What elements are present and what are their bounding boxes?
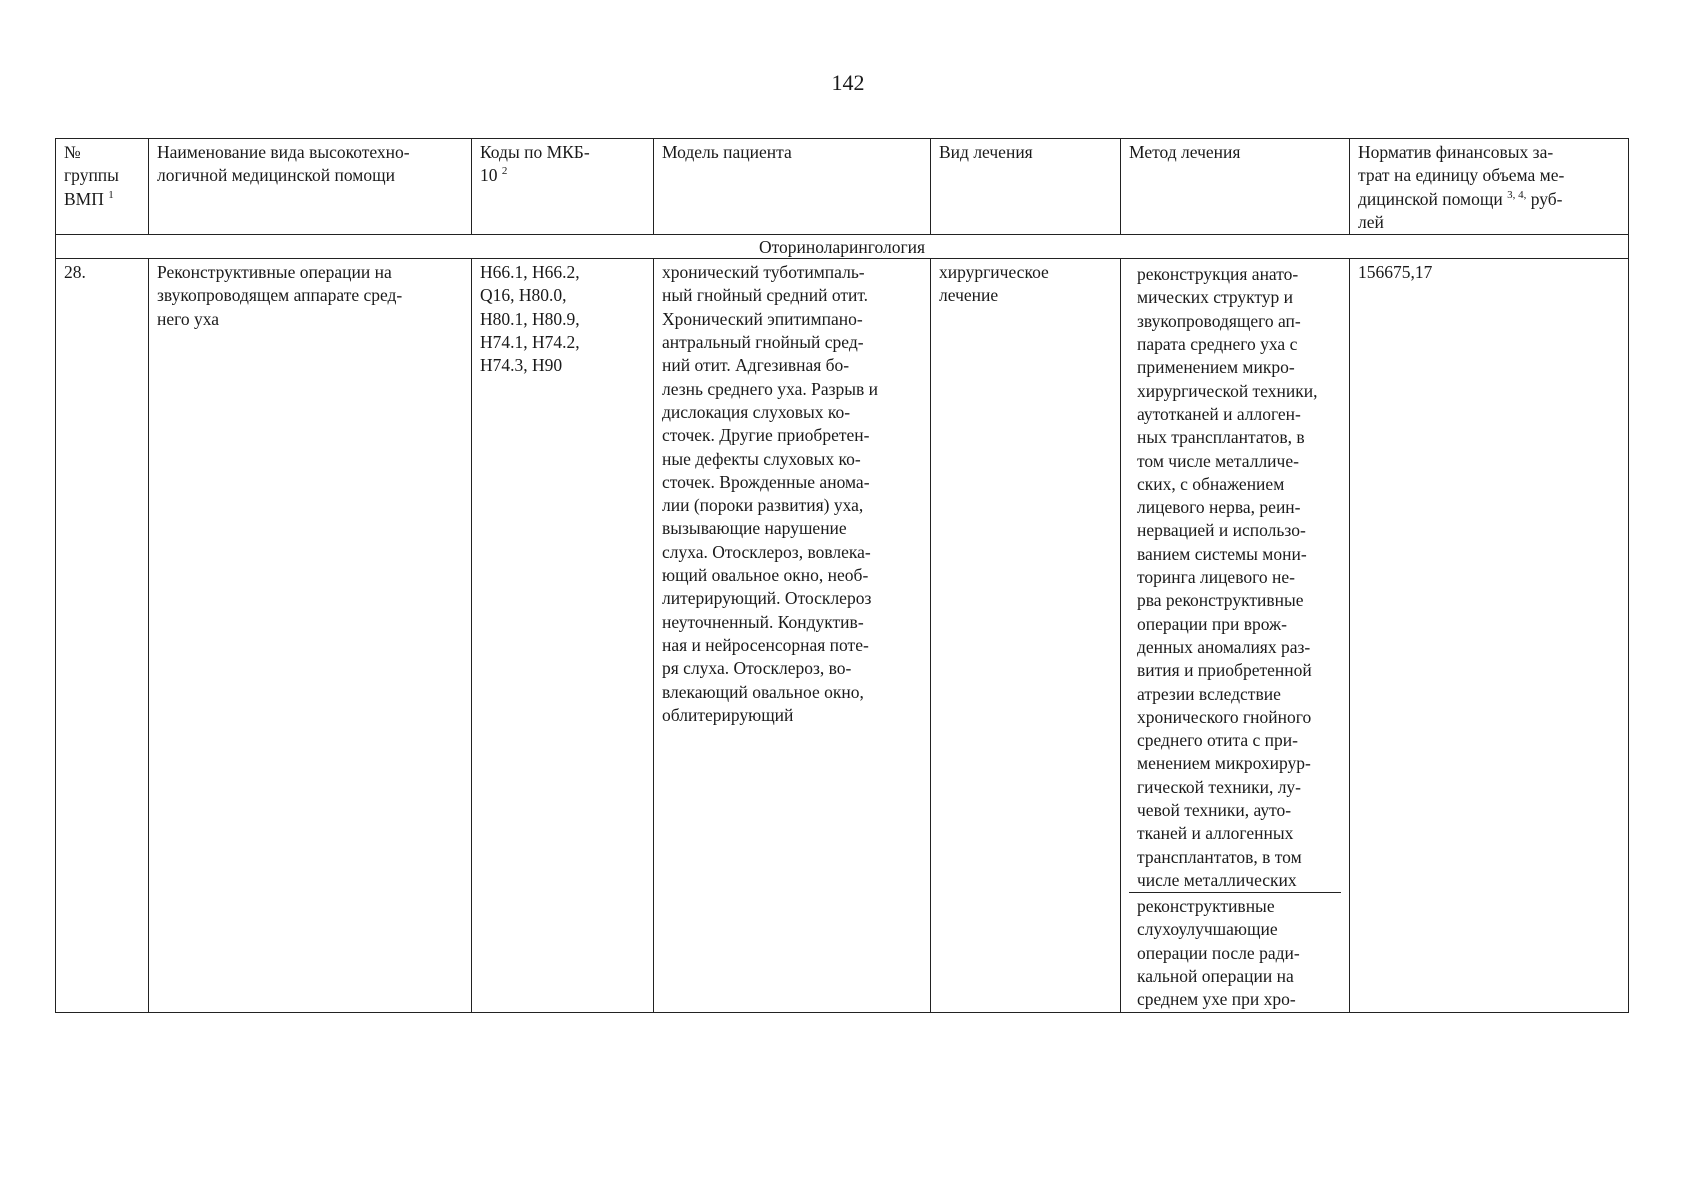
- header-group-number: № группы ВМП $^1$: [56, 139, 149, 235]
- header-icd-codes: Коды по МКБ- 10 $^2$: [472, 139, 654, 235]
- page-number: 142: [831, 70, 865, 95]
- vmp-table: [55, 138, 1629, 1013]
- row-treatment-method: [1121, 259, 1350, 1012]
- row-care-type-name: Реконструктивные операции на звукопроводящем аппарате сред- него уха: [149, 259, 472, 1012]
- section-title: Оториноларингология: [56, 235, 1629, 259]
- table-header-row: [56, 139, 1629, 235]
- header-treatment-method: Метод лечения: [1121, 139, 1350, 235]
- header-financial-norm: Норматив финансовых за- трат на единицу объема ме- дицинской помощи $^{3, 4,}$ руб- лей: [1350, 139, 1629, 235]
- row-number: 28.: [56, 259, 149, 1012]
- row-icd-codes: H66.1, H66.2, Q16, H80.0, H80.1, H80.9, H74.1, H74.2, H74.3, H90: [472, 259, 654, 1012]
- table-row: [56, 259, 1629, 1012]
- section-row: [56, 235, 1629, 259]
- header-treatment-type: Вид лечения: [931, 139, 1121, 235]
- header-care-type-name: Наименование вида высокотехно- логичной медицинской помощи: [149, 139, 472, 235]
- treatment-method-2: реконструктивные слухоулучшающие операции после ради- кальной операции на среднем ухе при хро-: [1137, 896, 1300, 1010]
- treatment-method-1: реконструкция анато- мических структур и звукопроводящего ап- парата среднего уха с применением микро- хирургической техники, аутотканей и аллоген- ных трансплантатов, в том числе металличе- ских, с обнажением лицевого нерва, реин- нервацией и использо- ванием системы мони- торинга лицевого не- рва реконструктивные операции при врож- денных аномалиях раз- вития и приобретенной атрезии вследствие хронического гнойного среднего отита с при- менением микрохирур- гической техники, лу- чевой техники, ауто- тканей и аллогенных трансплантатов, в том числе металлических: [1129, 261, 1341, 893]
- row-financial-norm: 156675,17: [1350, 259, 1629, 1012]
- header-patient-model: Модель пациента: [654, 139, 931, 235]
- row-patient-model: хронический туботимпаль- ный гнойный средний отит. Хронический эпитимпано- антральный гнойный сред- ний отит. Адгезивная бо- лезнь среднего уха. Разрыв и дислокация слуховых ко- сточек. Другие приобретен- ные дефекты слуховых ко- сточек. Врожденные анома- лии (пороки развития) уха, вызывающие нарушение слуха. Отосклероз, вовлека- ющий овальное окно, необ- литерирующий. Отосклероз неуточненный. Кондуктив- ная и нейросенсорная поте- ря слуха. Отосклероз, во- влекающий овальное окно, облитерирующий: [654, 259, 931, 1012]
- row-treatment-type: хирургическое лечение: [931, 259, 1121, 1012]
